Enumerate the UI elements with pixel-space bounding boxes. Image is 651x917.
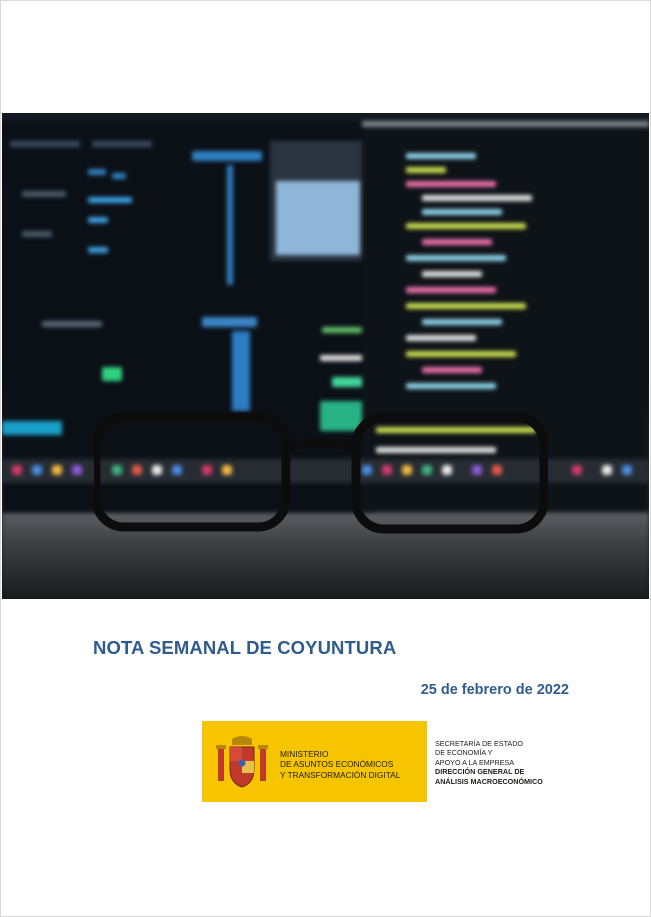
secretaria-block: SECRETARÍA DE ESTADO DE ECONOMÍA Y APOYO A LA EMPRESA DIRECCIÓN GENERAL DE ANÁLISIS MACROECONÓMICO (435, 739, 543, 786)
photo-thumbnail (270, 141, 366, 261)
ministry-logo (202, 721, 427, 802)
ministry-name: MINISTERIO DE ASUNTOS ECONÓMICOS Y TRANSFORMACIÓN DIGITAL (280, 749, 401, 780)
eyeglasses-icon (94, 409, 548, 539)
cover-photo (2, 113, 649, 599)
document-date: 25 de febrero de 2022 (420, 682, 569, 698)
coat-of-arms-icon (214, 733, 270, 789)
document-title: NOTA SEMANAL DE COYUNTURA (93, 637, 397, 658)
